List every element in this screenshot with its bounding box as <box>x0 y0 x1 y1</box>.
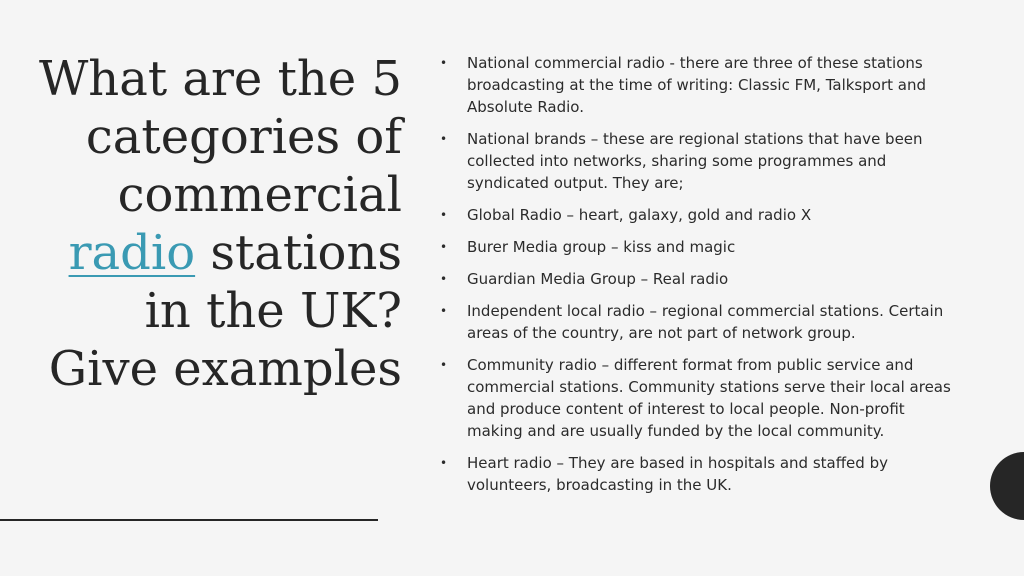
title-underline-divider <box>0 519 378 521</box>
title-line-4-rest: stations <box>195 225 402 281</box>
bullet-text: Heart radio – They are based in hospitals and staffed by volunteers, broadcasting in the UK. <box>467 454 888 494</box>
list-item <box>438 300 958 344</box>
bullet-dot-icon: • <box>440 358 448 372</box>
bullet-dot-icon: • <box>440 132 448 146</box>
list-item <box>438 204 958 226</box>
bullet-text: Community radio – different format from public service and commercial stations. Community stations serve their local areas and produce content of interest to local people. Non-profit making and are usually funded by the local community. <box>467 356 951 440</box>
list-item <box>438 236 958 258</box>
title-line-1: What are the 5 <box>38 51 402 107</box>
bullet-dot-icon: • <box>440 240 448 254</box>
bullet-dot-icon: • <box>440 56 448 70</box>
list-item <box>438 452 958 496</box>
bullet-text: Independent local radio – regional commercial stations. Certain areas of the country, are not part of network group. <box>467 302 944 342</box>
bullet-dot-icon: • <box>440 208 448 222</box>
bullet-dot-icon: • <box>440 304 448 318</box>
list-item <box>438 52 958 118</box>
title-line-5: in the UK? <box>144 283 402 339</box>
list-item <box>438 268 958 290</box>
radio-link[interactable]: radio <box>68 225 196 281</box>
title-line-4 <box>20 224 402 282</box>
bullet-dot-icon: • <box>440 456 448 470</box>
title-line-3: commercial <box>117 167 402 223</box>
bullet-text: Burer Media group – kiss and magic <box>467 238 736 256</box>
bullet-list <box>438 52 958 506</box>
title-line-2: categories of <box>85 109 402 165</box>
bullet-text: Global Radio – heart, galaxy, gold and radio X <box>467 206 812 224</box>
bullet-text: National brands – these are regional stations that have been collected into networks, sharing some programmes and syndicated output. They are; <box>467 130 923 192</box>
slide-title <box>20 50 402 398</box>
decorative-circle <box>990 452 1024 520</box>
bullet-text: National commercial radio - there are three of these stations broadcasting at the time of writing: Classic FM, Talksport and Absolute Radio. <box>467 54 926 116</box>
title-line-6: Give examples <box>48 341 402 397</box>
list-item <box>438 128 958 194</box>
list-item <box>438 354 958 442</box>
bullet-dot-icon: • <box>440 272 448 286</box>
bullet-text: Guardian Media Group – Real radio <box>467 270 729 288</box>
